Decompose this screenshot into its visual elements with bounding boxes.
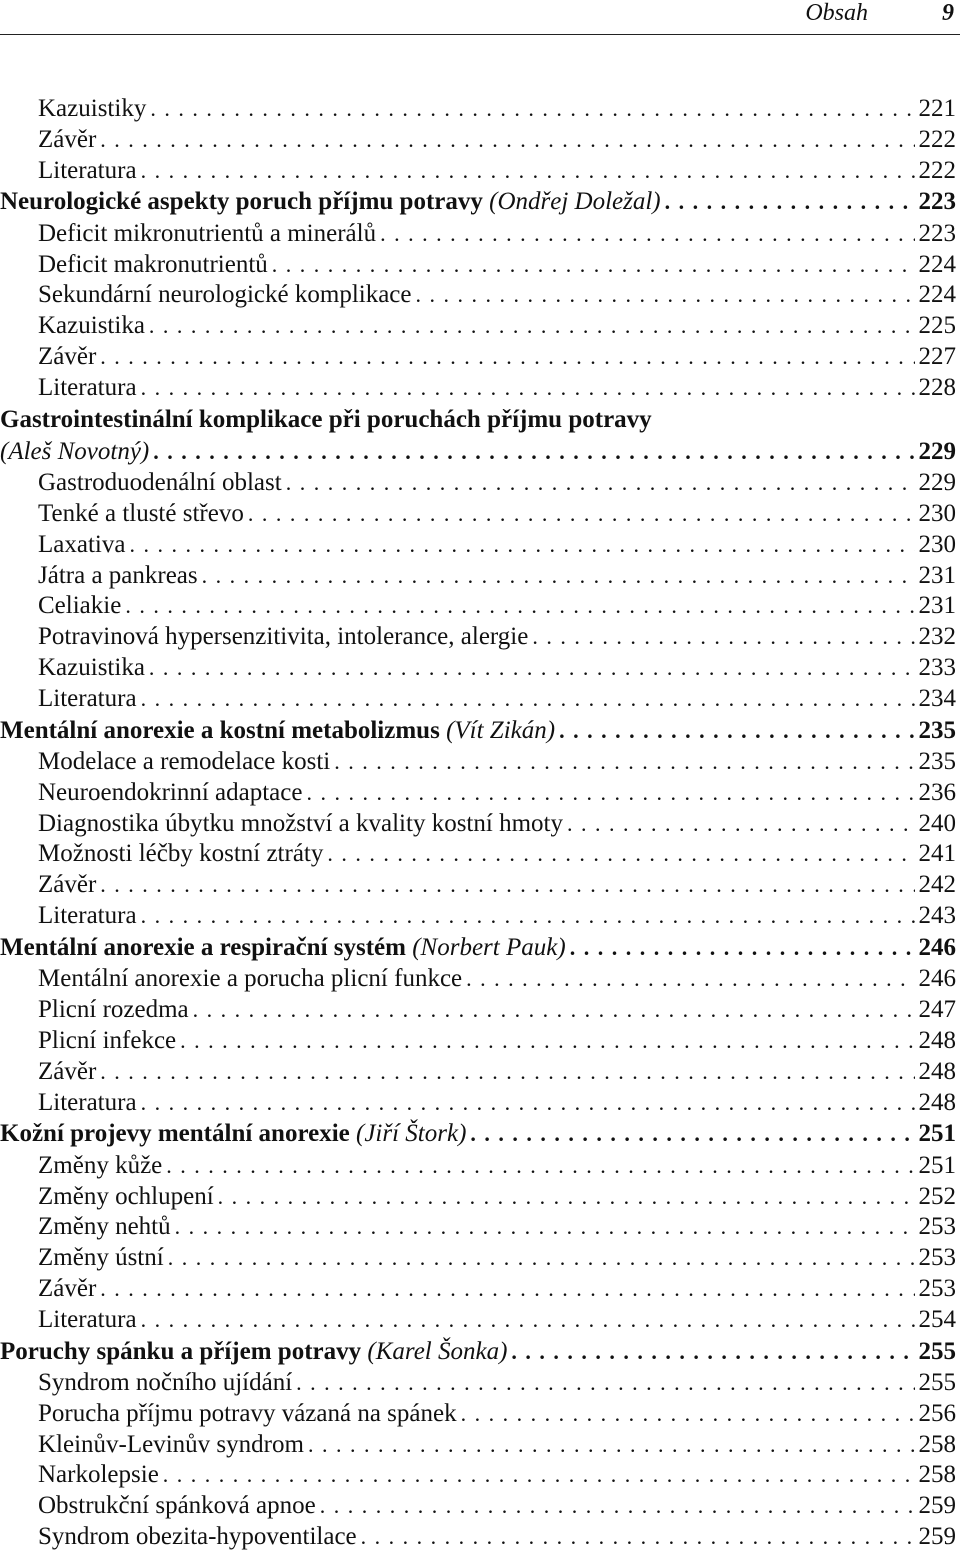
toc-entry-title — [38, 311, 149, 342]
entry-page-number: 229 — [918, 469, 956, 497]
toc-subentry — [0, 778, 956, 809]
entry-title-text: Plicní infekce — [38, 1026, 177, 1054]
entry-title-text: Mentální anorexie a porucha plicní funkce — [38, 965, 463, 993]
entry-page-number: 248 — [918, 1088, 956, 1116]
dot-leader — [327, 839, 914, 870]
dot-leader — [141, 156, 915, 187]
entry-page-number: 258 — [918, 1430, 956, 1458]
entry-page-number: 246 — [918, 933, 956, 961]
toc-subentry — [0, 156, 956, 187]
dot-leader — [416, 280, 915, 311]
dot-leader — [532, 622, 914, 653]
toc-subentry — [0, 591, 956, 622]
toc-entry-title — [38, 901, 141, 932]
toc-entry-title — [38, 561, 202, 592]
dot-leader — [511, 1336, 914, 1369]
toc-entry-title — [38, 1305, 141, 1336]
toc-entry-title — [38, 684, 141, 715]
entry-title-text: Změny ústní — [38, 1244, 164, 1272]
entry-title-text: Celiakie — [38, 592, 122, 620]
toc-entry-title — [38, 499, 248, 530]
dot-leader — [461, 1399, 915, 1430]
page-number: 9 — [942, 0, 954, 26]
toc-entry-title — [38, 839, 327, 870]
entry-title-text: Literatura — [38, 373, 137, 401]
dot-leader — [149, 311, 915, 342]
dot-leader — [141, 901, 915, 932]
entry-page-number: 240 — [918, 809, 956, 837]
entry-title-text: Deficit mikronutrientů a minerálů — [38, 219, 377, 247]
entry-page-number: 232 — [918, 623, 956, 651]
entry-page-number: 221 — [918, 95, 956, 122]
dot-leader — [308, 1430, 915, 1461]
toc-subentry — [0, 1182, 956, 1213]
entry-page-number: 253 — [918, 1275, 956, 1302]
entry-page-number: 256 — [918, 1399, 956, 1427]
entry-title-text: Možnosti léčby kostní ztráty — [38, 840, 324, 868]
entry-page-number: 259 — [918, 1492, 956, 1520]
entry-title-text: Gastrointestinální komplikace při poruchách příjmu potravy — [0, 405, 652, 433]
entry-title-text: Literatura — [38, 156, 137, 184]
dot-leader — [100, 1057, 914, 1088]
entry-page-number: 248 — [918, 1057, 956, 1085]
dot-leader — [296, 1368, 914, 1399]
dot-leader — [248, 499, 915, 530]
dot-leader — [380, 219, 914, 250]
entry-page-number: 222 — [918, 125, 956, 153]
toc-subentry — [0, 1088, 956, 1119]
dot-leader — [202, 561, 915, 592]
dot-leader — [470, 1118, 914, 1151]
toc-chapter-entry — [0, 1118, 956, 1151]
entry-title-text: Deficit makronutrientů — [38, 250, 268, 278]
toc-chapter-entry — [0, 1336, 956, 1369]
toc-subentry — [0, 1368, 956, 1399]
toc-entry-title — [38, 1274, 100, 1305]
entry-title-text: Poruchy spánku a příjem potravy — [0, 1337, 362, 1365]
dot-leader — [306, 778, 914, 809]
entry-title-text: Narkolepsie — [38, 1461, 159, 1489]
entry-page-number: 251 — [918, 1120, 956, 1148]
toc-entry-title — [0, 186, 665, 219]
toc-subentry — [0, 995, 956, 1026]
entry-title-text: Syndrom nočního ujídání — [38, 1369, 293, 1397]
entry-author: (Karel Šonka) — [367, 1337, 508, 1365]
entry-page-number: 222 — [918, 156, 956, 184]
toc-subentry — [0, 653, 956, 684]
entry-page-number: 252 — [918, 1182, 956, 1210]
entry-title-text: Syndrom obezita-hypoventilace — [38, 1523, 357, 1551]
entry-title-text: Kleinův-Levinův syndrom — [38, 1430, 304, 1458]
entry-page-number: 241 — [918, 840, 956, 868]
entry-page-number: 223 — [918, 219, 956, 247]
entry-title-text: Gastroduodenální oblast — [38, 469, 282, 497]
entry-page-number: 253 — [918, 1213, 956, 1241]
dot-leader — [218, 1182, 915, 1213]
entry-page-number: 242 — [918, 871, 956, 899]
dot-leader — [163, 1460, 915, 1491]
entry-page-number: 227 — [918, 343, 956, 371]
toc-subentry — [0, 1274, 956, 1305]
toc-entry-title — [0, 932, 570, 965]
entry-title-text: Závěr — [38, 125, 97, 153]
toc-subentry — [0, 1460, 956, 1491]
toc-entry-title — [38, 870, 100, 901]
toc-subentry — [0, 809, 956, 840]
toc-entry-title — [0, 715, 559, 748]
toc-subentry — [0, 219, 956, 250]
toc-subentry — [0, 530, 956, 561]
entry-title-text: Závěr — [38, 1057, 97, 1085]
entry-page-number: 231 — [918, 592, 956, 620]
toc-subentry — [0, 964, 956, 995]
toc-entry-title — [38, 1368, 296, 1399]
dot-leader — [125, 591, 914, 622]
toc-subentry — [0, 342, 956, 373]
entry-page-number: 259 — [918, 1523, 956, 1551]
toc-entry-title — [38, 809, 567, 840]
toc-subentry — [0, 622, 956, 653]
dot-leader — [100, 125, 914, 156]
dot-leader — [168, 1243, 915, 1274]
dot-leader — [166, 1151, 914, 1182]
toc-entry-title — [38, 1243, 168, 1274]
toc-subentry — [0, 311, 956, 342]
entry-title-text: Porucha příjmu potravy vázaná na spánek — [38, 1399, 457, 1427]
toc-entry-title — [38, 468, 286, 499]
toc-subentry — [0, 747, 956, 778]
dot-leader — [100, 870, 914, 901]
toc-chapter-entry — [0, 932, 956, 965]
toc-subentry — [0, 94, 956, 125]
toc-entry-title — [38, 964, 466, 995]
entry-title-text: Tenké a tlusté střevo — [38, 499, 244, 527]
dot-leader — [466, 964, 914, 995]
dot-leader — [141, 1305, 915, 1336]
entry-title-text: Mentální anorexie a respirační systém — [0, 933, 406, 961]
toc-subentry — [0, 839, 956, 870]
dot-leader — [570, 932, 915, 965]
dot-leader — [361, 1522, 915, 1553]
entry-title-text: Játra a pankreas — [38, 561, 198, 589]
entry-page-number: 247 — [918, 996, 956, 1024]
entry-page-number: 223 — [918, 188, 956, 216]
entry-page-number: 253 — [918, 1244, 956, 1272]
entry-page-number: 258 — [918, 1461, 956, 1489]
entry-page-number: 251 — [918, 1151, 956, 1179]
dot-leader — [100, 342, 914, 373]
entry-page-number: 229 — [918, 437, 956, 465]
toc-entry-title — [38, 125, 100, 156]
dot-leader — [334, 747, 914, 778]
dot-leader — [100, 1274, 914, 1305]
toc-subentry — [0, 1151, 956, 1182]
toc-entry-title — [38, 1088, 141, 1119]
entry-title-text: Laxativa — [38, 530, 126, 558]
toc-entry-title — [38, 1399, 461, 1430]
entry-page-number: 255 — [918, 1369, 956, 1397]
toc-subentry — [0, 250, 956, 281]
dot-leader — [665, 186, 915, 219]
toc-entry-title — [38, 94, 150, 125]
toc-entry-title — [38, 1522, 361, 1553]
toc-entry-title — [38, 995, 193, 1026]
entry-title-text: Závěr — [38, 871, 97, 899]
entry-title-text: Literatura — [38, 902, 137, 930]
toc-subentry — [0, 1430, 956, 1461]
page-header — [0, 0, 960, 30]
toc-subentry — [0, 373, 956, 404]
entry-title-text: Literatura — [38, 684, 137, 712]
entry-page-number: 224 — [918, 281, 956, 309]
toc-entry-title — [0, 436, 153, 469]
entry-page-number: 235 — [918, 748, 956, 776]
entry-title-text: Literatura — [38, 1088, 137, 1116]
entry-title-text: Změny ochlupení — [38, 1182, 214, 1210]
toc-subentry — [0, 1305, 956, 1336]
entry-title-text: Obstrukční spánková apnoe — [38, 1492, 316, 1520]
entry-title-text: Změny nehtů — [38, 1213, 171, 1241]
toc-entry-title — [38, 591, 125, 622]
dot-leader — [150, 94, 914, 125]
dot-leader — [129, 530, 914, 561]
entry-page-number: 243 — [918, 902, 956, 930]
toc-entry-title — [38, 1460, 163, 1491]
dot-leader — [149, 653, 915, 684]
toc-entry-title — [38, 1026, 180, 1057]
header-rule — [0, 34, 960, 35]
entry-author: (Aleš Novotný) — [0, 437, 150, 465]
toc-entry-title — [38, 280, 416, 311]
entry-page-number: 230 — [918, 530, 956, 558]
toc-entry-title — [38, 530, 129, 561]
entry-page-number: 225 — [918, 312, 956, 340]
toc-subentry — [0, 1399, 956, 1430]
entry-page-number: 224 — [918, 250, 956, 278]
entry-title-text: Kazuistika — [38, 653, 145, 681]
entry-title-text: Kazuistika — [38, 312, 145, 340]
entry-title-text: Kazuistiky — [38, 95, 147, 122]
toc-entry-title — [0, 404, 656, 436]
entry-page-number: 234 — [918, 684, 956, 712]
entry-title-text: Kožní projevy mentální anorexie — [0, 1120, 350, 1148]
toc-entry-title — [38, 250, 272, 281]
toc-entry-title — [0, 1336, 511, 1369]
toc-subentry — [0, 1026, 956, 1057]
toc-entry-title — [38, 1212, 175, 1243]
toc-subentry — [0, 1491, 956, 1522]
dot-leader — [141, 373, 915, 404]
entry-title-text: Závěr — [38, 343, 97, 371]
entry-title-text: Potravinová hypersenzitivita, intolerance, alergie — [38, 623, 529, 651]
toc-entry-title — [38, 1182, 218, 1213]
dot-leader — [141, 684, 915, 715]
toc-subentry — [0, 870, 956, 901]
toc-entry-title — [38, 653, 149, 684]
toc-entry-title — [38, 1057, 100, 1088]
toc-entry-title — [0, 1118, 470, 1151]
dot-leader — [567, 809, 915, 840]
entry-page-number: 230 — [918, 499, 956, 527]
table-of-contents — [0, 94, 956, 1553]
entry-title-text: Neurologické aspekty poruch příjmu potravy — [0, 188, 483, 216]
entry-title-text: Sekundární neurologické komplikace — [38, 281, 412, 309]
dot-leader — [141, 1088, 915, 1119]
entry-author: (Jiří Štork) — [356, 1120, 467, 1148]
entry-page-number: 236 — [918, 778, 956, 806]
toc-chapter-entry — [0, 715, 956, 748]
dot-leader — [286, 468, 915, 499]
entry-page-number: 255 — [918, 1337, 956, 1365]
dot-leader — [153, 436, 914, 469]
entry-title-text: Závěr — [38, 1275, 97, 1302]
toc-entry-title — [38, 219, 380, 250]
entry-author: (Norbert Pauk) — [412, 933, 566, 961]
dot-leader — [559, 715, 914, 748]
dot-leader — [175, 1212, 915, 1243]
entry-title-text: Mentální anorexie a kostní metabolizmus — [0, 716, 440, 744]
entry-title-text: Změny kůže — [38, 1151, 163, 1179]
running-header-title: Obsah — [805, 0, 868, 26]
entry-author: (Ondřej Doležal) — [489, 188, 661, 216]
toc-subentry — [0, 1057, 956, 1088]
entry-page-number: 231 — [918, 561, 956, 589]
toc-subentry — [0, 1212, 956, 1243]
entry-title-text: Plicní rozedma — [38, 996, 189, 1024]
dot-leader — [320, 1491, 915, 1522]
entry-page-number: 235 — [918, 716, 956, 744]
toc-subentry — [0, 561, 956, 592]
toc-subentry — [0, 1243, 956, 1274]
toc-entry-title — [38, 747, 334, 778]
toc-chapter-entry — [0, 404, 956, 436]
entry-title-text: Neuroendokrinní adaptace — [38, 778, 303, 806]
toc-entry-title — [38, 622, 532, 653]
entry-page-number: 254 — [918, 1305, 956, 1333]
entry-page-number: 248 — [918, 1026, 956, 1054]
toc-entry-title — [38, 778, 306, 809]
toc-chapter-entry — [0, 186, 956, 219]
toc-subentry — [0, 901, 956, 932]
toc-entry-title — [38, 1151, 166, 1182]
dot-leader — [180, 1026, 914, 1057]
entry-page-number: 233 — [918, 653, 956, 681]
toc-entry-title — [38, 342, 100, 373]
dot-leader — [193, 995, 915, 1026]
toc-entry-title — [38, 373, 141, 404]
toc-entry-title — [38, 1430, 308, 1461]
entry-author: (Vít Zikán) — [446, 716, 556, 744]
toc-subentry — [0, 280, 956, 311]
toc-subentry — [0, 125, 956, 156]
toc-subentry — [0, 684, 956, 715]
entry-title-text: Diagnostika úbytku množství a kvality kostní hmoty — [38, 809, 563, 837]
entry-title-text: Modelace a remodelace kosti — [38, 748, 331, 776]
toc-subentry — [0, 1522, 956, 1553]
toc-subentry — [0, 499, 956, 530]
entry-title-text: Literatura — [38, 1305, 137, 1333]
toc-chapter-entry — [0, 436, 956, 469]
entry-page-number: 228 — [918, 373, 956, 401]
dot-leader — [272, 250, 915, 281]
toc-entry-title — [38, 1491, 320, 1522]
toc-subentry — [0, 468, 956, 499]
toc-entry-title — [38, 156, 141, 187]
entry-page-number: 246 — [918, 965, 956, 993]
